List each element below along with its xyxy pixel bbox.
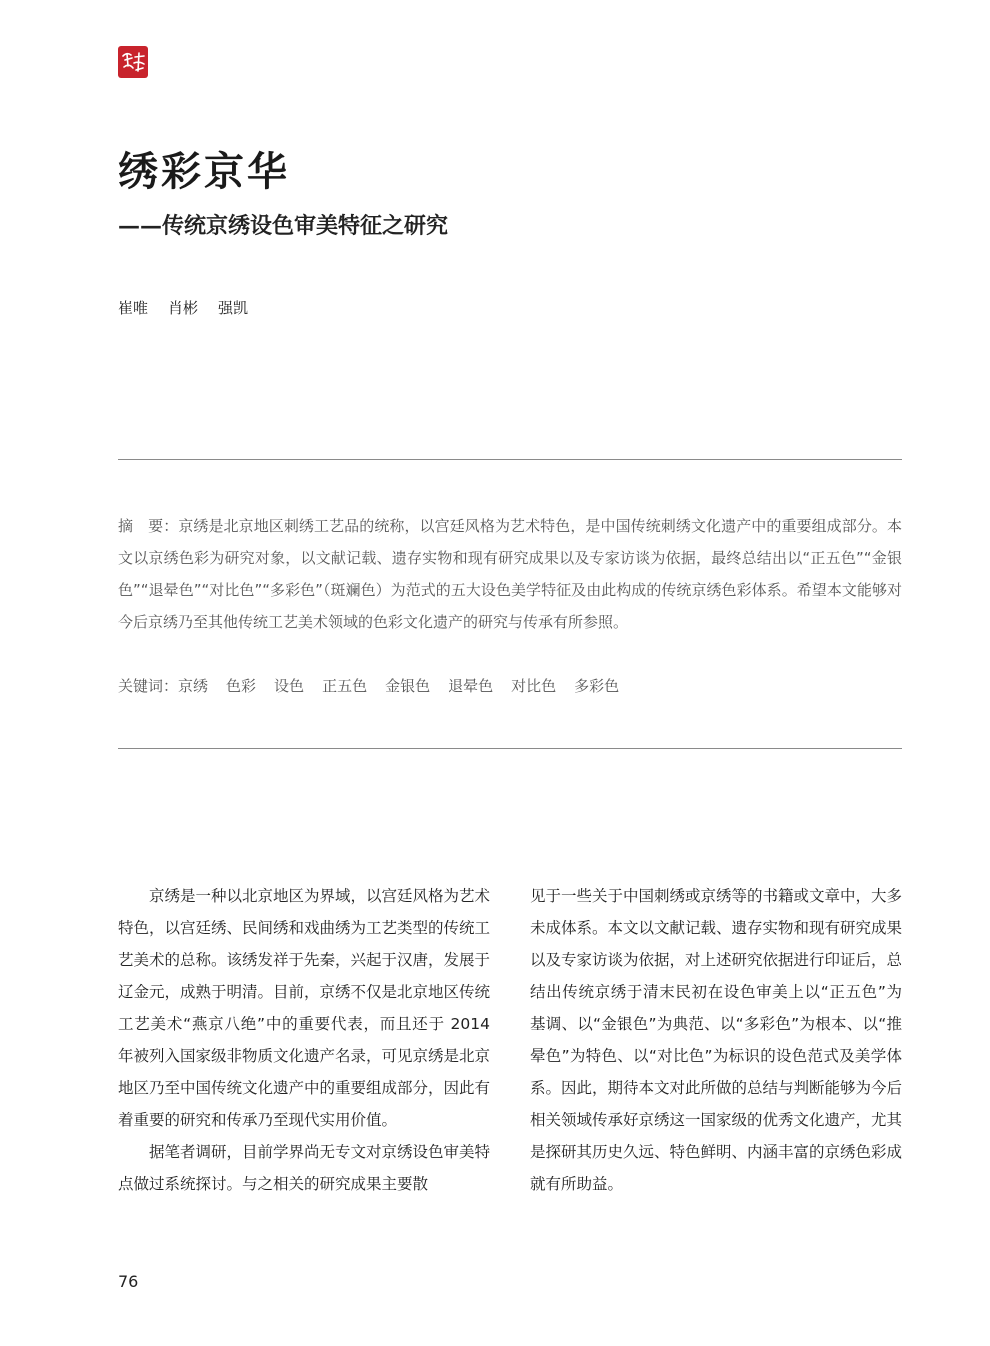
keyword: 正五色: [322, 677, 368, 695]
journal-seal-logo: [118, 46, 148, 78]
article-title: 绣彩京华: [118, 148, 290, 195]
author-name: 强凯: [218, 299, 249, 317]
body-paragraph: 京绣是一种以北京地区为界域，以宫廷风格为艺术特色，以宫廷绣、民间绣和戏曲绣为工艺类型的传统工艺美术的总称。该绣发祥于先秦，兴起于汉唐，发展于辽金元，成熟于明清。目前，京绣不仅是北京地区传统工艺美术“燕京八绝”中的重要代表，而且还于 2014 年被列入国家级非物质文化遗产名录，可见京绣是北京地区乃至中国传统文化遗产中的重要组成部分，因此有着重要的研究和传承乃至现代实用价值。: [118, 887, 491, 1129]
keyword: 设色: [274, 677, 305, 695]
body-column-left: [118, 880, 490, 1200]
abstract-text: 京绣是北京地区刺绣工艺品的统称，以宫廷风格为艺术特色，是中国传统刺绣文化遗产中的重要组成部分。本文以京绣色彩为研究对象，以文献记载、遗存实物和现有研究成果以及专家访谈为依据，最终总结出以“正五色”“金银色”“退晕色”“对比色”“多彩色”（斑斓色）为范式的五大设色美学特征及由此构成的传统京绣色彩体系。希望本文能够对今后京绣乃至其他传统工艺美术领域的色彩文化遗产的研究与传承有所参照。: [118, 517, 902, 631]
page-number: 76: [118, 1272, 139, 1291]
author-list: [118, 296, 248, 320]
body-column-right: [530, 880, 902, 1200]
body-paragraph: 见于一些关于中国刺绣或京绣等的书籍或文章中，大多未成体系。本文以文献记载、遗存实物和现有研究成果以及专家访谈为依据，对上述研究依据进行印证后，总结出传统京绣于清末民初在设色审美上以“正五色”为基调、以“金银色”为典范、以“多彩色”为根本、以“推晕色”为特色、以“对比色”为标识的设色范式及美学体系。因此，期待本文对此所做的总结与判断能够为今后相关领域传承好京绣这一国家级的优秀文化遗产，尤其是探研其历史久远、特色鲜明、内涵丰富的京绣色彩成就有所助益。: [530, 887, 903, 1193]
keyword: 对比色: [511, 677, 557, 695]
divider-top: [118, 459, 902, 460]
abstract: [118, 510, 902, 638]
body-paragraph: 据笔者调研，目前学界尚无专文对京绣设色审美特点做过系统探讨。与之相关的研究成果主要散: [118, 1143, 491, 1193]
keyword: 多彩色: [574, 677, 620, 695]
keywords-label: 关键词：: [118, 677, 179, 695]
keyword: 色彩: [226, 677, 257, 695]
keyword: 金银色: [385, 677, 431, 695]
abstract-label: 摘 要：: [118, 517, 179, 535]
author-name: 崔唯: [118, 299, 149, 317]
keyword: 京绣: [178, 677, 209, 695]
author-name: 肖彬: [168, 299, 199, 317]
keyword: 退晕色: [448, 677, 494, 695]
keywords: [118, 670, 902, 702]
divider-bottom: [118, 748, 902, 749]
article-subtitle: ——传统京绣设色审美特征之研究: [118, 213, 449, 239]
